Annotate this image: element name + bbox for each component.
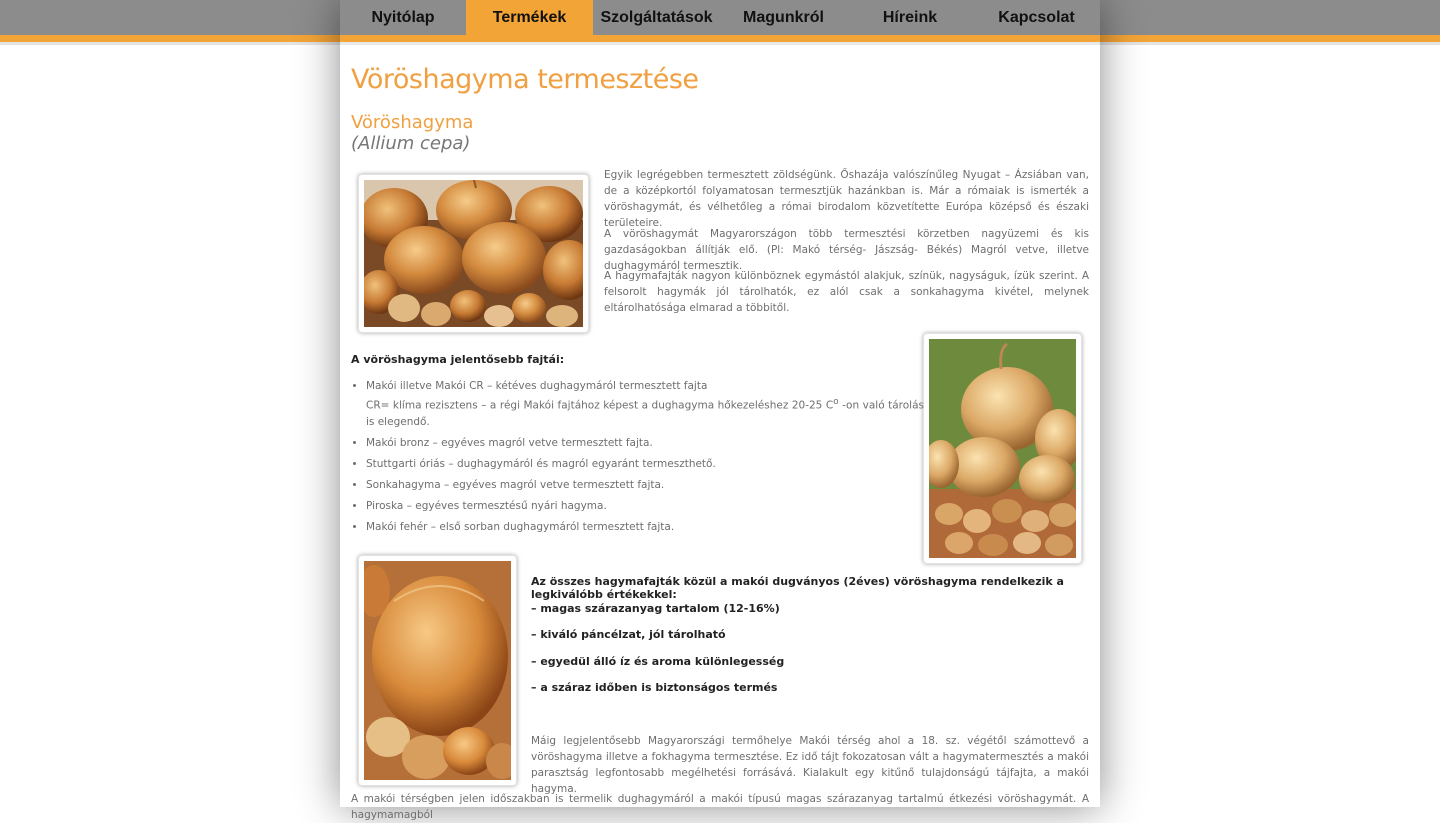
nav-item-szolgaltatasok[interactable]: Szolgáltatások	[600, 9, 713, 26]
list-item: • Makói bronz – egyéves magról vetve termesztett fajta.	[366, 435, 924, 451]
nav-item-kapcsolat[interactable]: Kapcsolat	[998, 9, 1075, 26]
onion-bulbs-image	[929, 339, 1076, 558]
feature-item: – egyedül álló íz és aroma különlegesség	[531, 655, 785, 668]
page-container	[340, 0, 1100, 821]
variety-makoi-cr-note: CR= klíma rezisztens – a régi Makói fajtához képest a dughagyma hőkezeléshez 20-25 C	[366, 399, 834, 412]
list-item: • Stuttgarti óriás – dughagymáról és magról egyaránt termeszthető.	[366, 456, 924, 472]
onion-pile-image	[364, 180, 583, 327]
onion-photo-2	[923, 333, 1082, 564]
nav-separator	[340, 42, 1100, 45]
list-item: • Sonkahagyma – egyéves magról vetve termesztett fajta.	[366, 477, 924, 493]
intro-paragraph-2: A vöröshagymát Magyarországon több termesztési körzetben nagyüzemi és kis gazdaságokban állítják elő. (Pl: Makó térség- Jászság- Békés) Magról vetve, illetve dughagymáról termesztik.	[604, 228, 1089, 272]
nav-item-magunkrol[interactable]: Magunkról	[743, 9, 824, 26]
nav-item-termekek[interactable]: Termékek	[466, 0, 593, 35]
list-item	[366, 378, 924, 430]
section-title: Vöröshagyma	[351, 112, 474, 133]
onion-photo-3	[358, 555, 517, 786]
nav-item-hireink[interactable]: Híreink	[882, 9, 938, 26]
intro-paragraph-1: Egyik legrégebben termesztett zöldségünk. Őshazája valószínűleg Nyugat – Ázsiában van, de a középkortól folyamatosan termesztjük hazánkban is. Már a rómaiak is ismerték a vöröshagymát, és vélhetőleg a római birodalom közvetítette Európa középső és északi területeire.	[604, 169, 1089, 229]
feature-item: – a száraz időben is biztonságos termés	[531, 681, 778, 694]
intro-paragraph-3: A hagymafajták nagyon különböznek egymástól alakjuk, színük, nagyságuk, ízük szerint. A felsorolt hagymák jól tárolhatók, ez alól csak a sonkahagyma kivétel, melynek eltárolhatósága elmarad a többitől.	[604, 270, 1089, 314]
feature-item: – magas szárazanyag tartalom (12-16%)	[531, 602, 780, 615]
degree-superscript: o	[833, 397, 839, 407]
page-title: Vöröshagyma termesztése	[351, 64, 699, 95]
onion-closeup-image	[364, 561, 511, 780]
feature-item: – kiváló páncélzat, jól tárolható	[531, 628, 726, 641]
nav-accent-line	[340, 35, 1100, 42]
variety-makoi: Makói illetve Makói CR – kétéves dughagymáról termesztett fajta	[366, 380, 708, 392]
mako-region-paragraph: A makói térségben jelen időszakban is termelik dughagymáról a makói típusú magas szárazanyag tartalmú étkezési vöröshagymát. A hagymamagból	[351, 793, 1089, 821]
onion-photo-1	[358, 174, 589, 333]
main-nav	[340, 0, 1100, 35]
mako-paragraph: Máig legjelentősebb Magyarországi termőhelye Makói térség ahol a 18. sz. végétől számottevő a vöröshagyma illetve a fokhagyma termesztése. Ez idő tájt fokozatosan vált a hagymatermesztés a makói parasztság legfontosabb megélhetési forrásává. Kialakult egy kitűnő tulajdonságú tájfajta, a makói hagyma.	[531, 735, 1089, 795]
list-item: • Makói fehér – első sorban dughagymáról termesztett fajta.	[366, 519, 924, 535]
varieties-list	[351, 378, 924, 540]
latin-name: (Allium cepa)	[351, 133, 471, 154]
variety-makoi-cr-note-end: -on való tárolás is elegendő.	[366, 399, 925, 428]
list-item: • Piroska – egyéves termesztésű nyári hagyma.	[366, 498, 924, 514]
varieties-heading: A vöröshagyma jelentősebb fajtái:	[351, 353, 565, 366]
nav-item-nyitolap[interactable]: Nyitólap	[371, 9, 435, 26]
makoi-heading: Az összes hagymafajták közül a makói dugványos (2éves) vöröshagyma rendelkezik a legkiválóbb értékekkel:	[531, 575, 1064, 601]
